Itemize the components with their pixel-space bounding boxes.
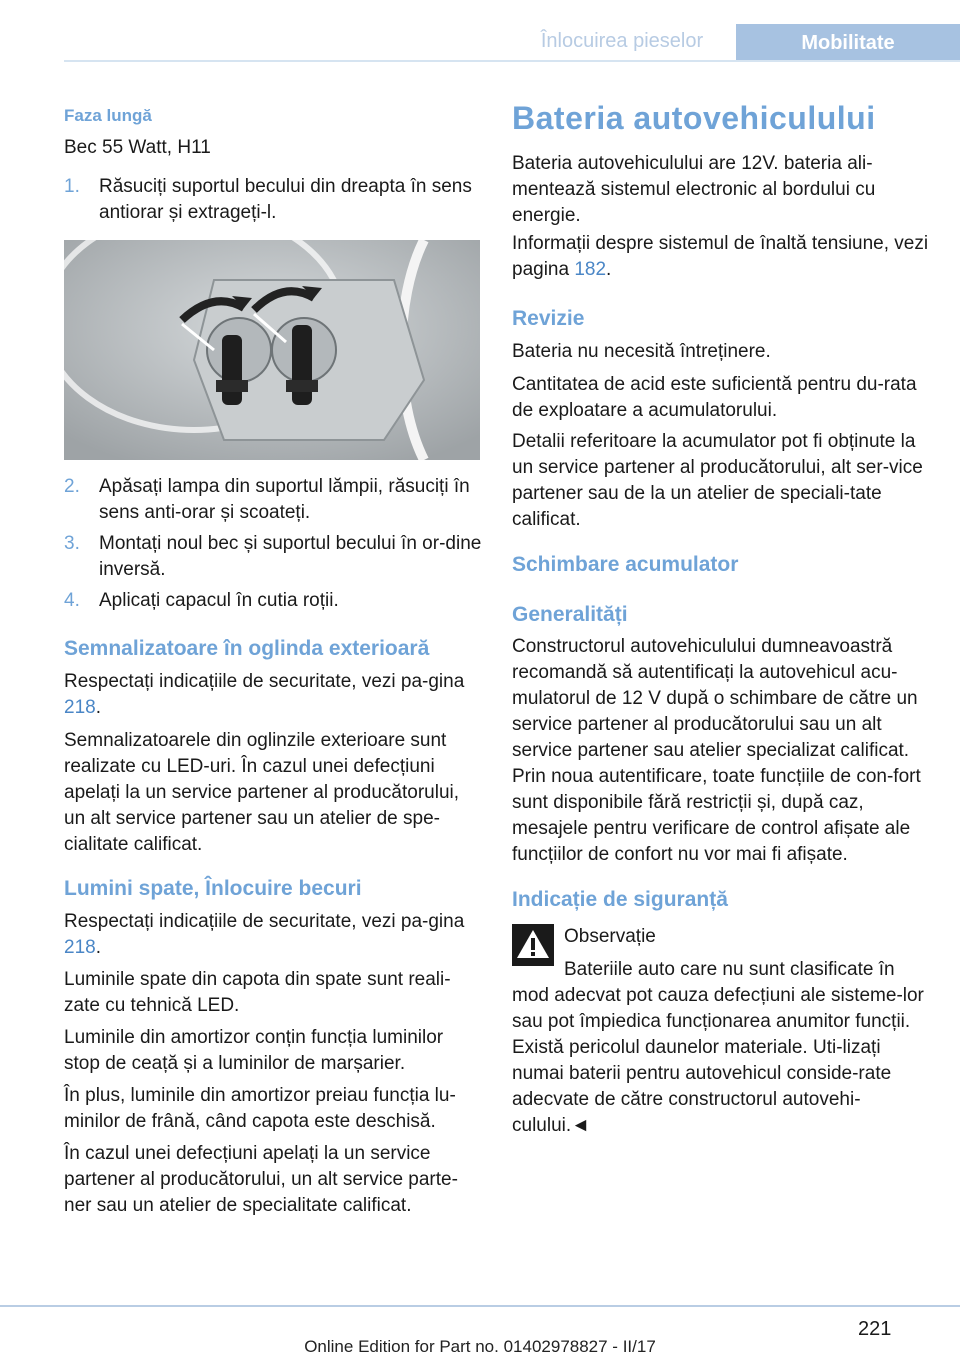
semnalizatoare-paragraph: Semnalizatoarele din oglinzile exterioare sunt realizate cu LED-uri. În cazul unei defecțiuni apelați la un service partener al producătorului, un alt service partener sau un atelier de spe-cialitate calificat. bbox=[64, 730, 460, 855]
lumini-safety-ref: Respectați indicațiile de securitate, vezi pa-gina 218. bbox=[64, 911, 465, 958]
generalitati-heading: Generalități bbox=[512, 603, 628, 626]
revizie-p1: Bateria nu necesită întreținere. bbox=[512, 341, 771, 362]
semnalizatoare-heading: Semnalizatoare în oglinda exterioară bbox=[64, 637, 430, 660]
step-3 bbox=[64, 531, 482, 583]
indicatie-siguranta-heading: Indicație de siguranță bbox=[512, 888, 728, 911]
lumini-spate-heading: Lumini spate, Înlocuire becuri bbox=[64, 877, 362, 900]
lumini-paragraph-frana: În plus, luminile din amortizor preiau funcția lu-minilor de frână, când capota este deschisă. bbox=[64, 1085, 456, 1132]
revizie-p2: Cantitatea de acid este suficientă pentru du-rata de exploatare a acumulatorului. bbox=[512, 374, 917, 421]
bateria-paragraph: Bateria autovehiculului are 12V. bateria ali-mentează sistemul electronic al bordului cu energie. bbox=[512, 153, 876, 226]
warning-text: Bateriile auto care nu sunt clasificate în mod adecvat pot cauza defecțiuni ale sisteme-lor sau pot împiedica funcționarea anumitor funcții. Există pericolul daunelor materiale. Uti-lizați numai baterii pentru autovehicul conside-rate adecvate de către constructorul autovehi-culului.◄ bbox=[512, 959, 924, 1136]
chapter-tab: Mobilitate bbox=[736, 24, 960, 62]
faza-lunga-spec: Bec 55 Watt, H11 bbox=[64, 137, 211, 158]
warning-label: Observație bbox=[564, 926, 656, 947]
step-number: 2. bbox=[64, 476, 80, 497]
page-number: 221 bbox=[858, 1318, 892, 1340]
footer-edition: Online Edition for Part no. 01402978827 - II/17 bbox=[304, 1337, 656, 1356]
bateria-hv-ref: Informații despre sistemul de înaltă tensiune, vezi pagina 182. bbox=[512, 233, 929, 280]
step-text: Aplicați capacul în cutia roții. bbox=[99, 590, 339, 611]
step-4 bbox=[64, 588, 482, 614]
page-link-218[interactable]: 218 bbox=[64, 697, 96, 718]
step-number: 3. bbox=[64, 533, 80, 554]
schimbare-acumulator-heading: Schimbare acumulator bbox=[512, 553, 739, 576]
lumini-paragraph-led: Luminile spate din capota din spate sunt reali-zate cu tehnică LED. bbox=[64, 969, 451, 1016]
step-text: Răsuciți suportul becului din dreapta în sens antiorar și extrageți-l. bbox=[99, 176, 472, 223]
step-2 bbox=[64, 474, 482, 526]
running-header-section: Înlocuirea pieselor bbox=[540, 30, 704, 52]
faza-lunga-heading: Faza lungă bbox=[64, 106, 152, 125]
step-number: 1. bbox=[64, 176, 80, 197]
semnalizatoare-safety-ref: Respectați indicațiile de securitate, vezi pa-gina 218. bbox=[64, 671, 465, 718]
step-text: Apăsați lampa din suportul lămpii, răsuciți în sens anti-orar și scoateți. bbox=[99, 476, 470, 523]
headlight-bulb-photo bbox=[64, 240, 480, 460]
lumini-paragraph-service: În cazul unei defecțiuni apelați la un service partener al producătorului, un alt service parte-ner sau un atelier de specialitate calificat. bbox=[64, 1143, 458, 1216]
header-rule bbox=[64, 60, 960, 62]
page-link-218[interactable]: 218 bbox=[64, 937, 96, 958]
footer-rule bbox=[0, 1305, 960, 1307]
step-number: 4. bbox=[64, 590, 80, 611]
revizie-p3: Detalii referitoare la acumulator pot fi obținute la un service partener al producătorului, alt ser-vice partener sau de la un atelier de speciali-tate calificat. bbox=[512, 431, 923, 530]
generalitati-paragraph: Constructorul autovehiculului dumneavoastră recomandă să autentificați la autovehicul acu-mulatorul de 12 V după o schimbare de către un service partener al producătorului sau un alt service partener sau atelier specializat calificat. Prin noua autentificare, toate funcțiile de con-fort sunt disponibile fără restricții și, după caz, mesajele pentru verificare de control afișate ale funcțiilor de confort nu vor mai fi afișate. bbox=[512, 636, 921, 865]
revizie-heading: Revizie bbox=[512, 307, 585, 330]
step-1 bbox=[64, 174, 482, 226]
page-link-182[interactable]: 182 bbox=[574, 259, 607, 280]
lumini-paragraph-amortizor: Luminile din amortizor conțin funcția luminilor stop de ceață și a luminilor de marșarier. bbox=[64, 1027, 444, 1074]
bateria-heading: Bateria autovehiculului bbox=[512, 100, 876, 136]
step-text: Montați noul bec și suportul becului în or-dine inversă. bbox=[99, 533, 482, 580]
